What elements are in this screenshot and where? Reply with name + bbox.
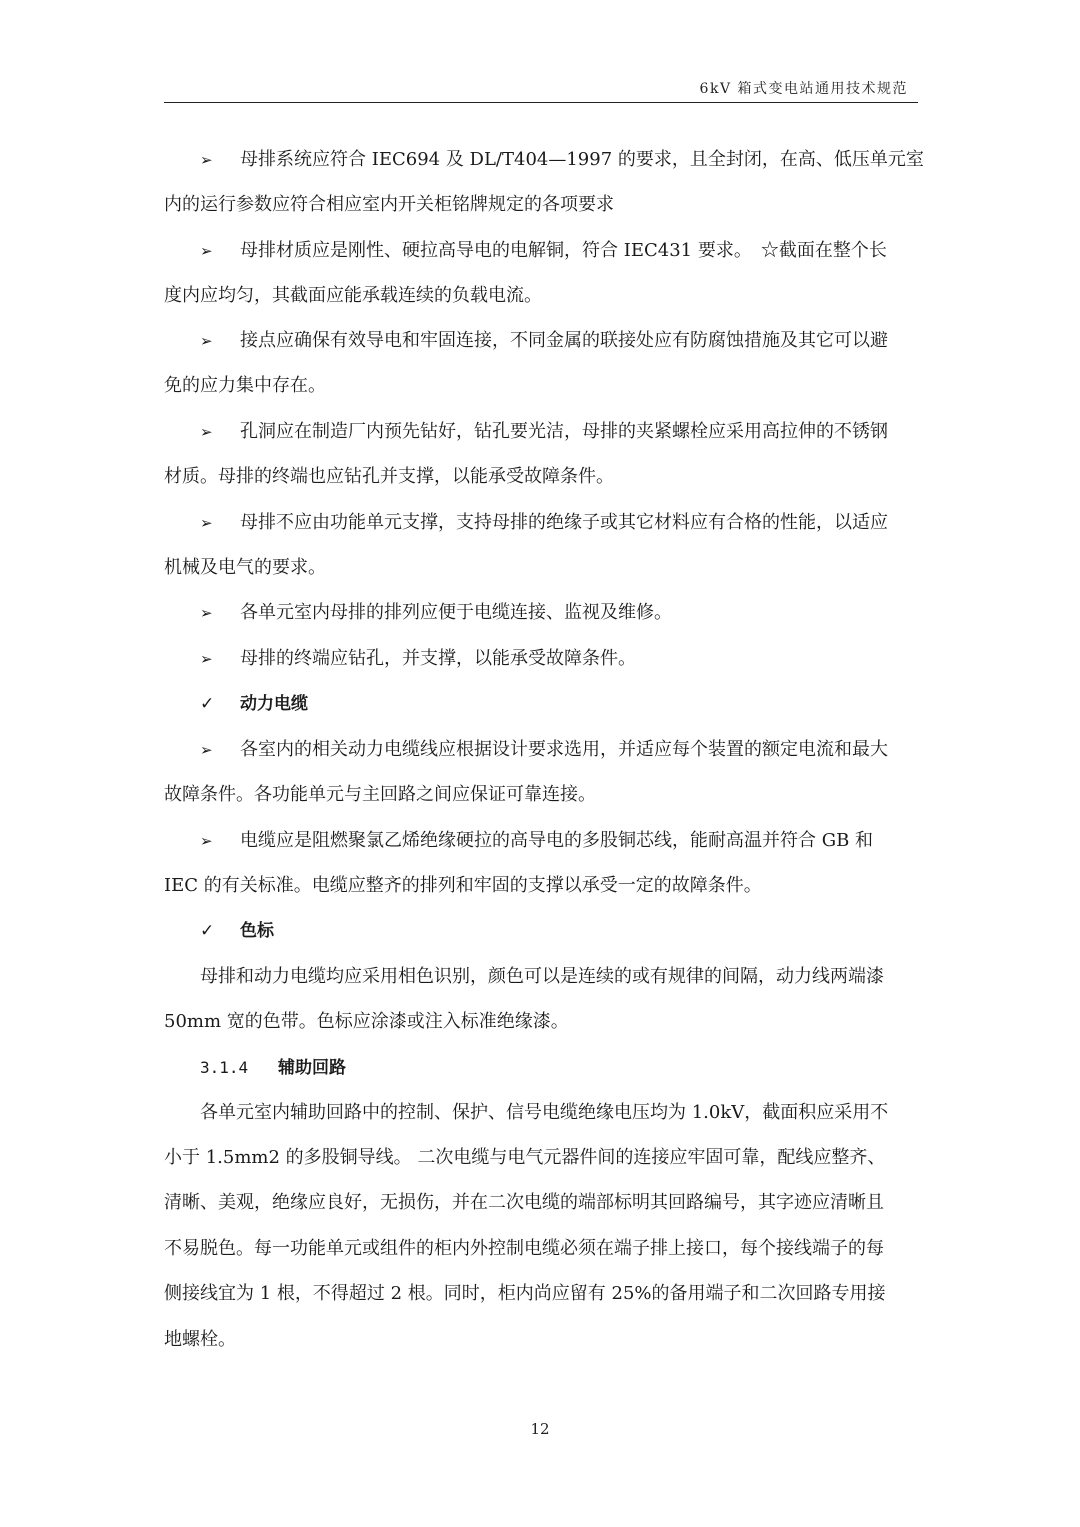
paragraph-text: 各室内的相关动力电缆线应根据设计要求选用，并适应每个装置的额定电流和最大: [240, 739, 888, 760]
bullet-line: [200, 738, 888, 762]
paragraph-line: 机械及电气的要求。: [164, 557, 326, 578]
paragraph-text: 母排不应由功能单元支撑，支持母排的绝缘子或其它材料应有合格的性能，以适应: [240, 512, 888, 533]
subheading: [200, 692, 308, 716]
paragraph-line: 各单元室内辅助回路中的控制、保护、信号电缆绝缘电压均为 1.0kV，截面积应采用不: [200, 1102, 889, 1123]
paragraph-text: 母排材质应是刚性、硬拉高导电的电解铜，符合 IEC431 要求。 ☆截面在整个长: [240, 240, 887, 261]
check-icon: ✓: [200, 921, 215, 941]
arrow-bullet-icon: ➢: [200, 604, 213, 622]
paragraph-line: 清晰、美观，绝缘应良好，无损伤，并在二次电缆的端部标明其回路编号，其字迹应清晰且: [164, 1192, 884, 1213]
paragraph-line: 不易脱色。每一功能单元或组件的柜内外控制电缆必须在端子排上接口，每个接线端子的每: [164, 1238, 884, 1259]
paragraph-line: 材质。母排的终端也应钻孔并支撑，以能承受故障条件。: [164, 466, 614, 487]
paragraph-text: 母排系统应符合 IEC694 及 DL/T404—1997 的要求，且全封闭，在高、低压单元室: [240, 149, 924, 170]
arrow-bullet-icon: ➢: [200, 832, 213, 850]
subheading: [200, 919, 274, 943]
paragraph-line: 地螺栓。: [164, 1329, 236, 1350]
arrow-bullet-icon: ➢: [200, 741, 213, 759]
paragraph-text: 孔洞应在制造厂内预先钻好，钻孔要光洁，母排的夹紧螺栓应采用高拉伸的不锈钢: [240, 421, 888, 442]
subheading-title: 色标: [240, 921, 274, 941]
arrow-bullet-icon: ➢: [200, 650, 213, 668]
header-title: 6kV 箱式变电站通用技术规范: [699, 81, 908, 97]
arrow-bullet-icon: ➢: [200, 242, 213, 260]
paragraph-line: 度内应均匀，其截面应能承载连续的负载电流。: [164, 285, 542, 306]
section-title: 辅助回路: [278, 1058, 346, 1078]
page-number: 12: [530, 1420, 550, 1438]
arrow-bullet-icon: ➢: [200, 423, 213, 441]
section-number: 3.1.4: [200, 1058, 249, 1077]
paragraph-line: IEC 的有关标准。电缆应整齐的排列和牢固的支撑以承受一定的故障条件。: [164, 875, 762, 896]
paragraph-line: 内的运行参数应符合相应室内开关柜铭牌规定的各项要求: [164, 194, 614, 215]
paragraph-line: 50mm 宽的色带。色标应涂漆或注入标准绝缘漆。: [164, 1011, 569, 1032]
bullet-line: [200, 420, 888, 444]
paragraph-line: 侧接线宜为 1 根，不得超过 2 根。同时，柜内尚应留有 25%的备用端子和二次回路专用接: [164, 1283, 886, 1304]
bullet-line: [200, 601, 672, 625]
bullet-line: [200, 511, 888, 535]
arrow-bullet-icon: ➢: [200, 151, 213, 169]
paragraph-text: 各单元室内母排的排列应便于电缆连接、监视及维修。: [240, 602, 672, 623]
bullet-line: [200, 647, 636, 671]
bullet-line: [200, 148, 924, 172]
bullet-line: [200, 829, 873, 853]
paragraph-text: 接点应确保有效导电和牢固连接，不同金属的联接处应有防腐蚀措施及其它可以避: [240, 330, 888, 351]
paragraph-line: 免的应力集中存在。: [164, 375, 326, 396]
arrow-bullet-icon: ➢: [200, 332, 213, 350]
paragraph-text: 电缆应是阻燃聚氯乙烯绝缘硬拉的高导电的多股铜芯线，能耐高温并符合 GB 和: [240, 830, 874, 851]
arrow-bullet-icon: ➢: [200, 514, 213, 532]
paragraph-text: 母排的终端应钻孔，并支撑，以能承受故障条件。: [240, 648, 636, 669]
subheading-title: 动力电缆: [240, 694, 308, 714]
bullet-line: [200, 239, 887, 263]
bullet-line: [200, 329, 888, 353]
check-icon: ✓: [200, 694, 215, 714]
section-heading: [200, 1056, 346, 1080]
paragraph-line: 故障条件。各功能单元与主回路之间应保证可靠连接。: [164, 784, 596, 805]
paragraph-line: 母排和动力电缆均应采用相色识别，颜色可以是连续的或有规律的间隔，动力线两端漆: [200, 966, 884, 987]
page-header: [164, 74, 918, 103]
paragraph-line: 小于 1.5mm2 的多股铜导线。 二次电缆与电气元器件间的连接应牢固可靠，配线应整齐、: [164, 1147, 886, 1168]
